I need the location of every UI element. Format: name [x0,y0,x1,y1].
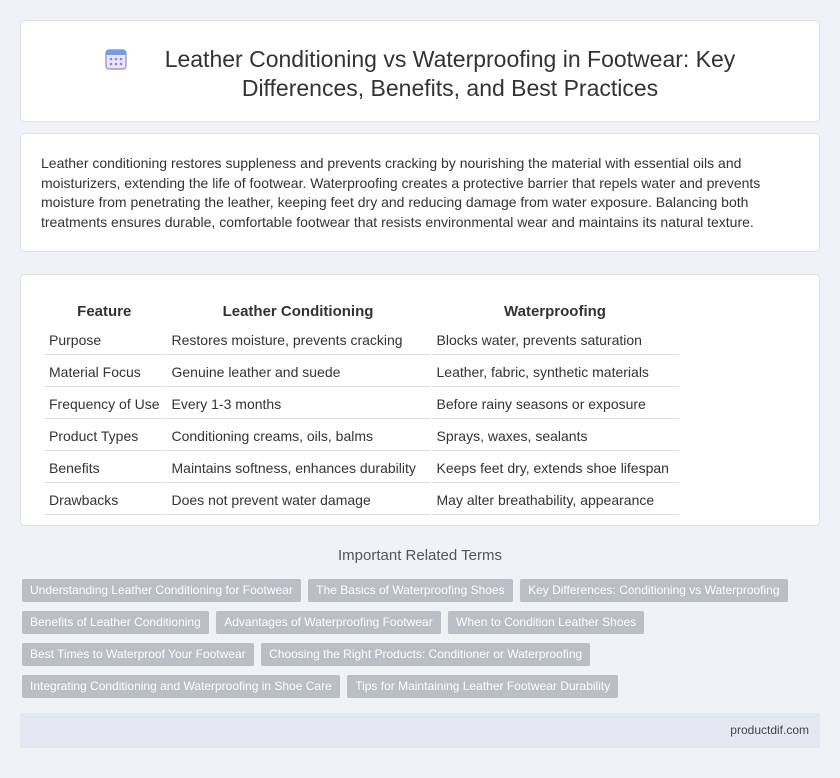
table-cell: Keeps feet dry, extends shoe lifespan [432,453,679,483]
table-cell: Benefits [44,453,165,483]
table-row [44,389,679,419]
table-cell: Conditioning creams, oils, balms [167,421,430,451]
table-cell: Leather, fabric, synthetic materials [432,357,679,387]
footer [20,713,820,748]
related-term-tag[interactable]: When to Condition Leather Shoes [448,611,644,634]
table-cell: Drawbacks [44,485,165,515]
related-term-tag[interactable]: Understanding Leather Conditioning for Footwear [22,579,301,602]
comparison-table [42,296,681,517]
table-cell: Genuine leather and suede [167,357,430,387]
table-row [44,421,679,451]
table-row [44,453,679,483]
related-term-tag[interactable]: Key Differences: Conditioning vs Waterproofing [520,579,787,602]
related-term-tag[interactable]: Tips for Maintaining Leather Footwear Durability [347,675,618,698]
related-term-tag[interactable]: Integrating Conditioning and Waterproofing in Shoe Care [22,675,340,698]
table-cell: Does not prevent water damage [167,485,430,515]
table-cell: Frequency of Use [44,389,165,419]
intro-card [20,133,820,252]
tag-row [22,611,822,643]
header-waterproofing: Waterproofing [504,302,606,320]
table-cell: Maintains softness, enhances durability [167,453,430,483]
table-row [44,357,679,387]
table-cell: Every 1-3 months [167,389,430,419]
related-term-tag[interactable]: Choosing the Right Products: Conditioner or Waterproofing [261,643,590,666]
table-cell: Before rainy seasons or exposure [432,389,679,419]
related-term-tag[interactable]: The Basics of Waterproofing Shoes [308,579,512,602]
related-term-tag[interactable]: Advantages of Waterproofing Footwear [216,611,440,634]
tag-row [22,643,822,675]
related-terms-tags [22,579,822,707]
comparison-card [20,274,820,526]
site-name[interactable]: productdif.com [730,723,809,737]
intro-paragraph: Leather conditioning restores suppleness and prevents cracking by nourishing the material with essential oils and moisturizers, extending the life of footwear. Waterproofing creates a protective barrier that repels water and prevents moisture from penetrating the leather, keeping feet dry and reducing damage from water exposure. Balancing both treatments ensures durable, comfortable footwear that resists environmental wear and maintains its natural texture. [41,155,761,230]
related-term-tag[interactable]: Benefits of Leather Conditioning [22,611,209,634]
table-cell: Sprays, waxes, sealants [432,421,679,451]
title-card [20,20,820,122]
table-cell: May alter breathability, appearance [432,485,679,515]
related-term-tag[interactable]: Best Times to Waterproof Your Footwear [22,643,254,666]
related-terms-title: Important Related Terms [338,547,502,564]
header-feature: Feature [77,302,132,320]
tag-row [22,579,822,611]
table-cell: Purpose [44,325,165,355]
table-row [44,485,679,515]
table-cell: Material Focus [44,357,165,387]
table-header-row [44,298,679,323]
page-title: Leather Conditioning vs Waterproofing in Footwear: Key Differences, Benefits, and Best Practices [164,46,736,101]
table-row [44,325,679,355]
tag-row [22,675,822,707]
table-cell: Restores moisture, prevents cracking [167,325,430,355]
table-cell: Product Types [44,421,165,451]
header-leather-conditioning: Leather Conditioning [222,302,374,320]
table-cell: Blocks water, prevents saturation [432,325,679,355]
